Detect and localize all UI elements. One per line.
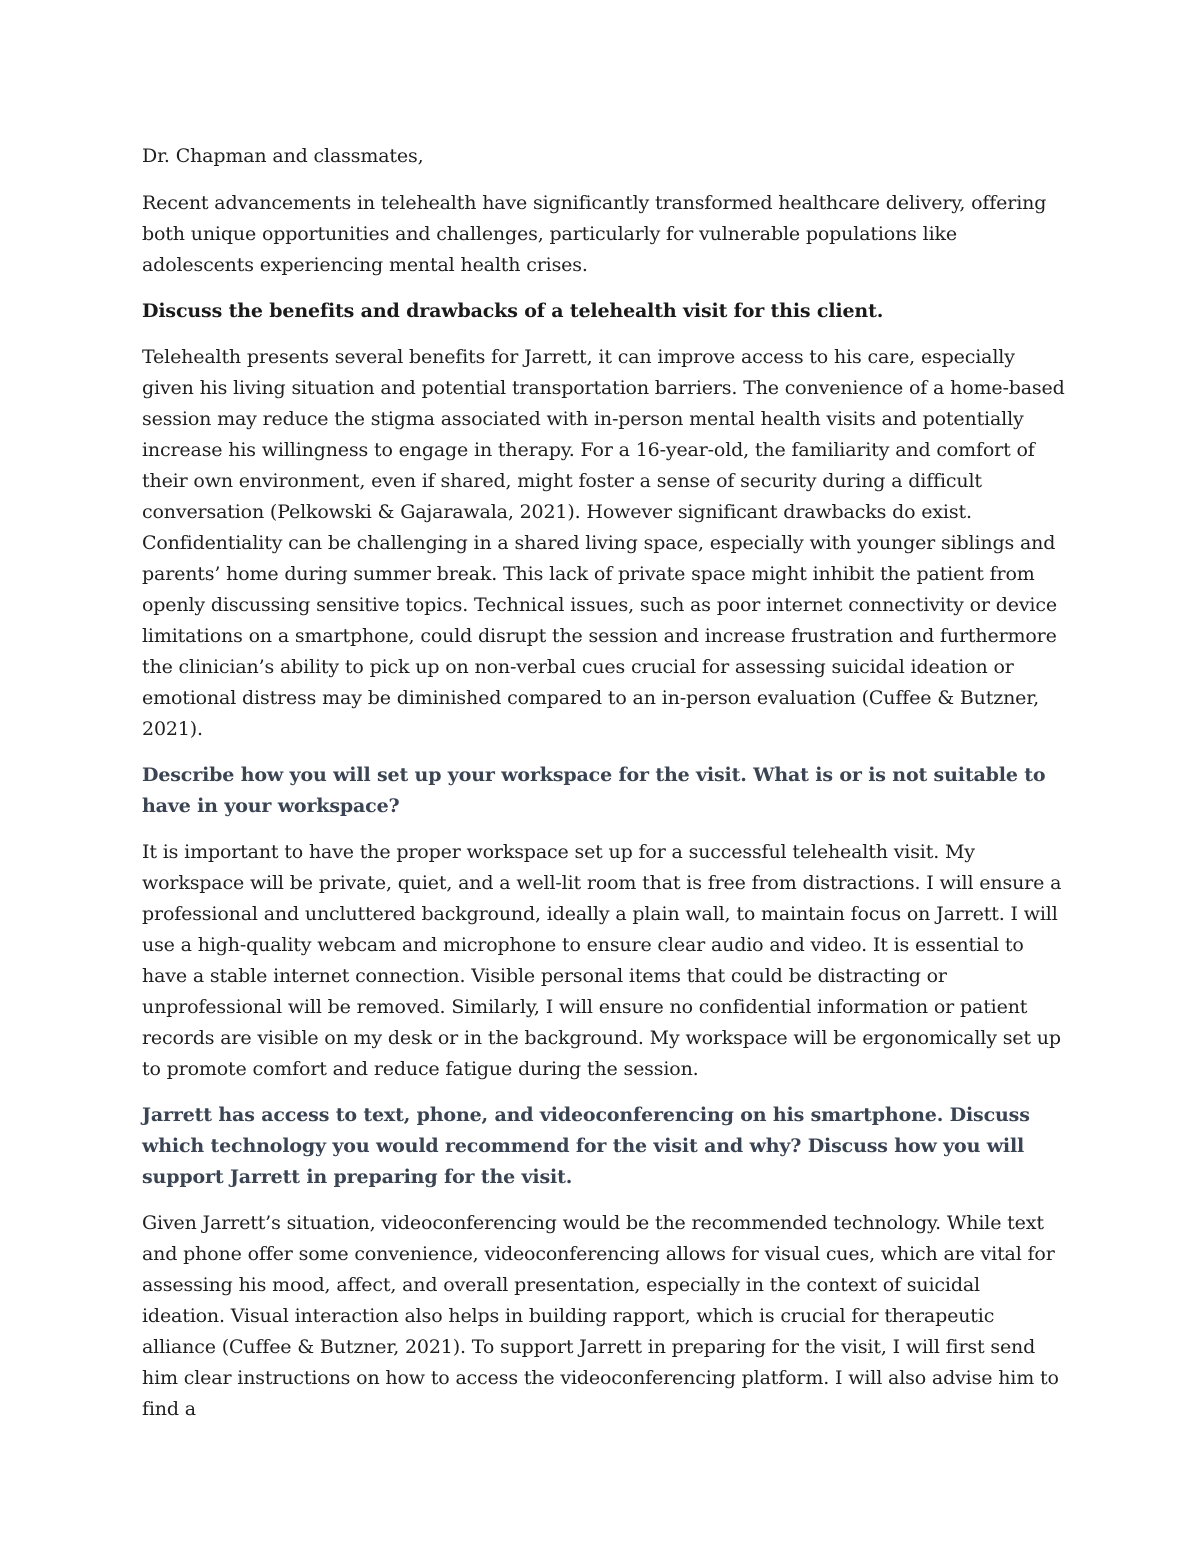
section-body-workspace: It is important to have the proper workspace set up for a successful telehealth visit. My workspace will be private, quiet, and a well-lit room that is free from distractions. I will ensure a professional and uncluttered background, ideally a plain wall, to maintain focus on Jarrett. I will use a high-quality webcam and microphone to ensure clear audio and video. It is essential to have a stable internet connection. Visible personal items that could be distracting or unprofessional will be removed. Similarly, I will ensure no confidential information or patient records are visible on my desk or in the background. My workspace will be ergonomically set up to promote comfort and reduce fatigue during the session. — [142, 841, 1062, 1080]
section-body-benefits-drawbacks: Telehealth presents several benefits for Jarrett, it can improve access to his care, especially given his living situation and potential transportation barriers. The convenience of a home-based session may reduce the stigma associated with in-person mental health visits and potentially increase his willingness to engage in therapy. For a 16-year-old, the familiarity and comfort of their own environment, even if shared, might foster a sense of security during a difficult conversation (Pelkowski & Gajarawala, 2021). However significant drawbacks do exist. Confidentiality can be challenging in a shared living space, especially with younger siblings and parents’ home during summer break. This lack of private space might inhibit the patient from openly discussing sensitive topics. Technical issues, such as poor internet connectivity or device limitations on a smartphone, could disrupt the session and increase frustration and furthermore the clinician’s ability to pick up on non-verbal cues crucial for assessing suicidal ideation or emotional distress may be diminished compared to an in-person evaluation (Cuffee & Butzner, 2021). — [142, 346, 1065, 740]
section-heading-workspace: Describe how you will set up your workspace for the visit. What is or is not suitable to have in your workspace? — [142, 764, 1046, 817]
section-body-technology: Given Jarrett’s situation, videoconferencing would be the recommended technology. While text and phone offer some convenience, videoconferencing allows for visual cues, which are vital for assessing his mood, affect, and overall presentation, especially in the context of suicidal ideation. Visual interaction also helps in building rapport, which is crucial for therapeutic alliance (Cuffee & Butzner, 2021). To support Jarrett in preparing for the visit, I will first send him clear instructions on how to access the videoconferencing platform. I will also advise him to find a — [142, 1212, 1059, 1420]
document-body — [142, 141, 1067, 1440]
salutation: Dr. Chapman and classmates, — [142, 145, 424, 167]
section-heading-benefits-drawbacks: Discuss the benefits and drawbacks of a telehealth visit for this client. — [142, 300, 884, 322]
section-heading-technology: Jarrett has access to text, phone, and videoconferencing on his smartphone. Discuss which technology you would recommend for the visit and why? Discuss how you will support Jarrett in preparing for the visit. — [142, 1104, 1030, 1188]
intro-paragraph: Recent advancements in telehealth have significantly transformed healthcare delivery, offering both unique opportunities and challenges, particularly for vulnerable populations like adolescents experiencing mental health crises. — [142, 192, 1047, 276]
